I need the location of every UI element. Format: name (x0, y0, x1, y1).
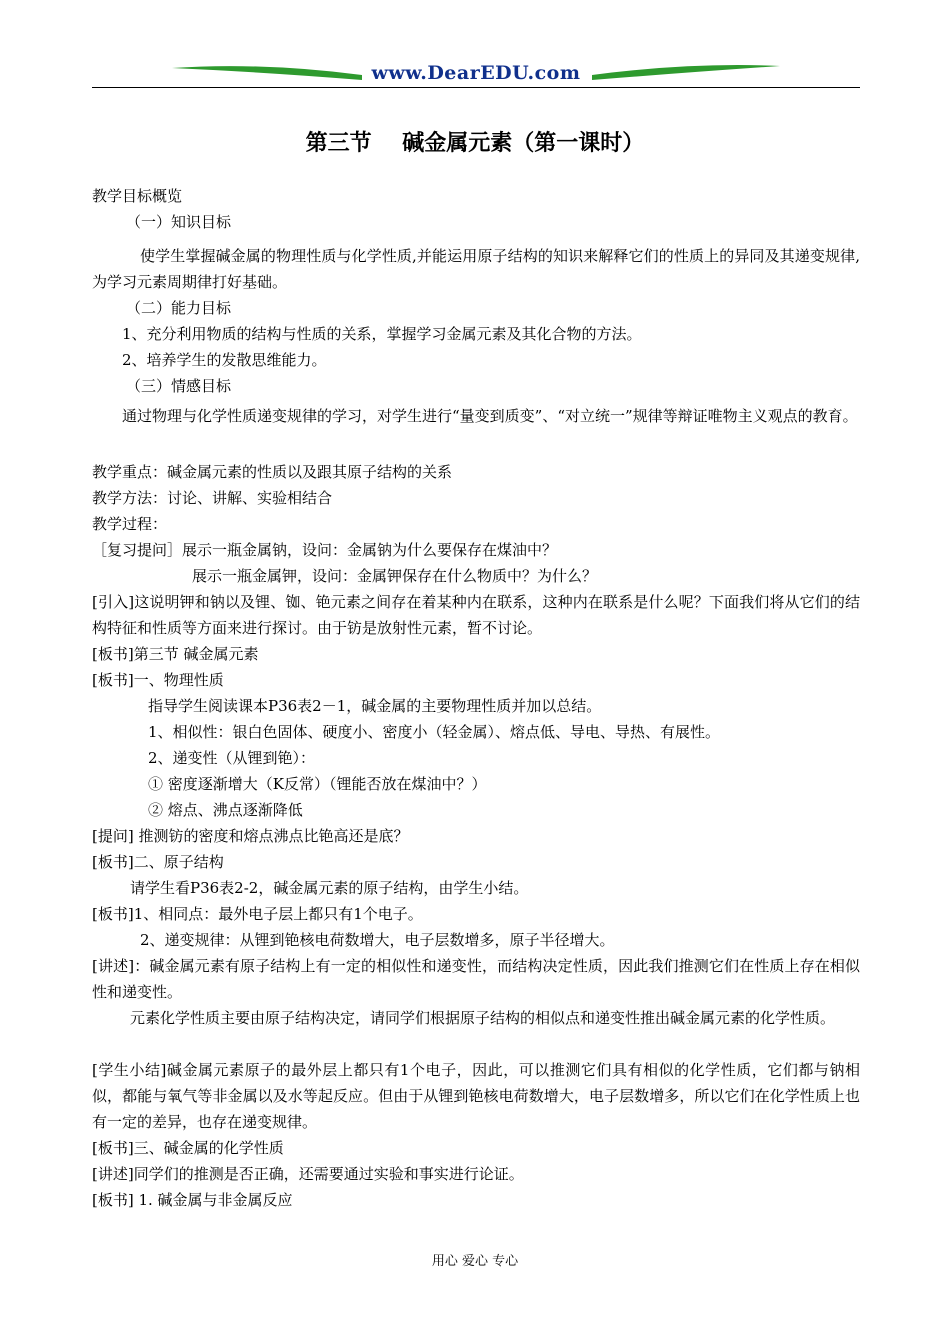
review-question: 展示一瓶金属钾，设问：金属钾保存在什么物质中？为什么？ (192, 567, 598, 585)
paragraph: 使学生掌握碱金属的物理性质与化学性质,并能运用原子结构的知识来解释它们的性质上的异同及其递变规律,为学习元素周期律打好基础。 (92, 247, 860, 291)
section-heading: 教学目标概览 (92, 187, 183, 205)
board-note: [板书]二、原子结构 (92, 853, 224, 871)
header-logo-banner (92, 58, 860, 90)
list-item: 指导学生阅读课本P36表2－1，碱金属的主要物理性质并加以总结。 (148, 697, 602, 715)
key-points: 教学重点：碱金属元素的性质以及跟其原子结构的关系 (92, 463, 453, 481)
list-item: ② 熔点、沸点逐渐降低 (148, 801, 303, 819)
lesson-title: 第三节 碱金属元素（第一课时） (305, 131, 645, 156)
paragraph: 通过物理与化学性质递变规律的学习，对学生进行“量变到质变”、“对立统一”规律等辩证唯物主义观点的教育。 (122, 407, 858, 425)
list-item: 1、充分利用物质的结构与性质的关系，掌握学习金属元素及其化合物的方法。 (122, 325, 642, 343)
board-note: [板书] 1. 碱金属与非金属反应 (92, 1191, 293, 1209)
subsection-heading: （一）知识目标 (126, 213, 232, 231)
board-note: [讲述]同学们的推测是否正确，还需要通过实验和事实进行论证。 (92, 1165, 524, 1183)
board-note: [板书]第三节 碱金属元素 (92, 645, 259, 663)
list-item: 2、培养学生的发散思维能力。 (122, 351, 327, 369)
paragraph: [引入]这说明钾和钠以及锂、铷、铯元素之间存在着某种内在联系，这种内在联系是什么呢？下面我们将从它们的结构特征和性质等方面来进行探讨。由于钫是放射性元素，暂不讨论。 (92, 593, 860, 637)
paragraph: 元素化学性质主要由原子结构决定，请同学们根据原子结构的相似点和递变性推出碱金属元素的化学性质。 (130, 1009, 836, 1027)
site-logo-text: www.DearEDU.com (371, 62, 581, 84)
lesson-body (92, 183, 860, 1213)
paragraph: [学生小结]碱金属元素原子的最外层上都只有1个电子，因此，可以推测它们具有相似的化学性质，它们都与钠相似，都能与氧气等非金属以及水等起反应。但由于从锂到铯核电荷数增大，电子层数增多，所以它们在化学性质上也有一定的差异，也存在递变规律。 (92, 1061, 860, 1131)
review-question: ［复习提问］展示一瓶金属钠，设问：金属钠为什么要保存在煤油中？ (92, 541, 558, 559)
section-heading: 教学过程： (92, 515, 168, 533)
list-item: 2、递变规律：从锂到铯核电荷数增大，电子层数增多，原子半径增大。 (140, 931, 615, 949)
header-rule (92, 87, 860, 88)
list-item: 2、递变性（从锂到铯）： (148, 749, 316, 767)
paragraph: [讲述]：碱金属元素有原子结构上有一定的相似性和递变性，而结构决定性质，因此我们推测它们在性质上存在相似性和递变性。 (92, 957, 860, 1001)
subsection-heading: （二）能力目标 (126, 299, 232, 317)
board-note: [板书]一、物理性质 (92, 671, 224, 689)
teaching-method: 教学方法：讨论、讲解、实验相结合 (92, 489, 333, 507)
board-note: [板书]三、碱金属的化学性质 (92, 1139, 284, 1157)
list-item: ① 密度逐渐增大（K反常）（锂能否放在煤油中？） (148, 775, 487, 793)
question: [提问] 推测钫的密度和熔点沸点比铯高还是底？ (92, 827, 409, 845)
list-item: 1、相似性：银白色固体、硬度小、密度小（轻金属）、熔点低、导电、导热、有展性。 (148, 723, 721, 741)
page-footer: 用心 爱心 专心 (431, 1254, 519, 1269)
list-item: 请学生看P36表2-2，碱金属元素的原子结构，由学生小结。 (130, 879, 529, 897)
subsection-heading: （三）情感目标 (126, 377, 232, 395)
board-note: [板书]1、相同点：最外电子层上都只有1个电子。 (92, 905, 423, 923)
